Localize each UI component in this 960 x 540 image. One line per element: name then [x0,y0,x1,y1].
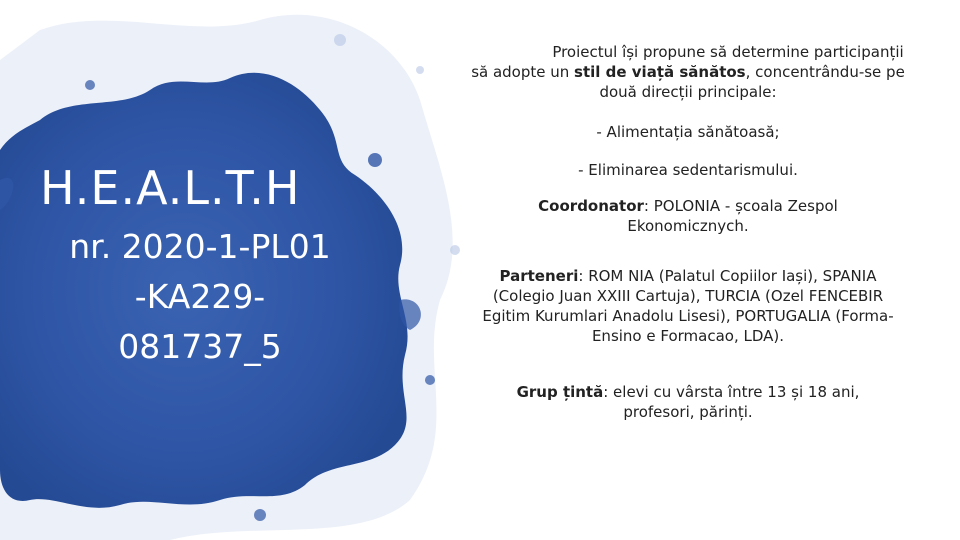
project-number-line1: nr. 2020-1-PL01 [69,227,331,266]
intro-highlight: stil de viață sănătos [574,63,746,81]
content-column [470,42,906,422]
intro-text-end: , concentrându-se pe două direcții principale: [599,63,905,101]
coordinator-label: Coordonator [538,197,644,215]
intro-text-start: Proiectul își propune să determine participanții să adopte un [471,43,904,81]
partners-paragraph [470,266,906,346]
partners-text: : ROM NIA (Palatul Copiilor Iași), SPANIA (Colegio Juan XXIII Cartuja), TURCIA (Ozel FENCEBIR Egitim Kurumlari Anadolu Lisesi), PORTUGALIA (Forma-Ensino e Formacao, LDA). [482,267,894,345]
project-number-line3: 081737_5 [118,327,282,366]
target-group-paragraph [470,382,906,422]
coordinator-paragraph [470,196,906,236]
target-group-label: Grup țintă [516,383,604,401]
bullet-healthy-eating: - Alimentația sănătoasă; [596,123,780,141]
intro-paragraph [470,42,906,102]
title-block [30,160,370,372]
coordinator-text: : POLONIA - școala Zespol Ekonomicznych. [627,197,838,235]
project-number-line2: -KA229- [134,277,266,316]
project-number [30,222,370,372]
target-group-text: : elevi cu vârsta între 13 și 18 ani, profesori, părinți. [603,383,860,421]
partners-label: Parteneri [499,267,579,285]
bullet-sedentarism: - Eliminarea sedentarismului. [578,161,798,179]
project-title: H.E.A.L.T.H [40,161,301,215]
